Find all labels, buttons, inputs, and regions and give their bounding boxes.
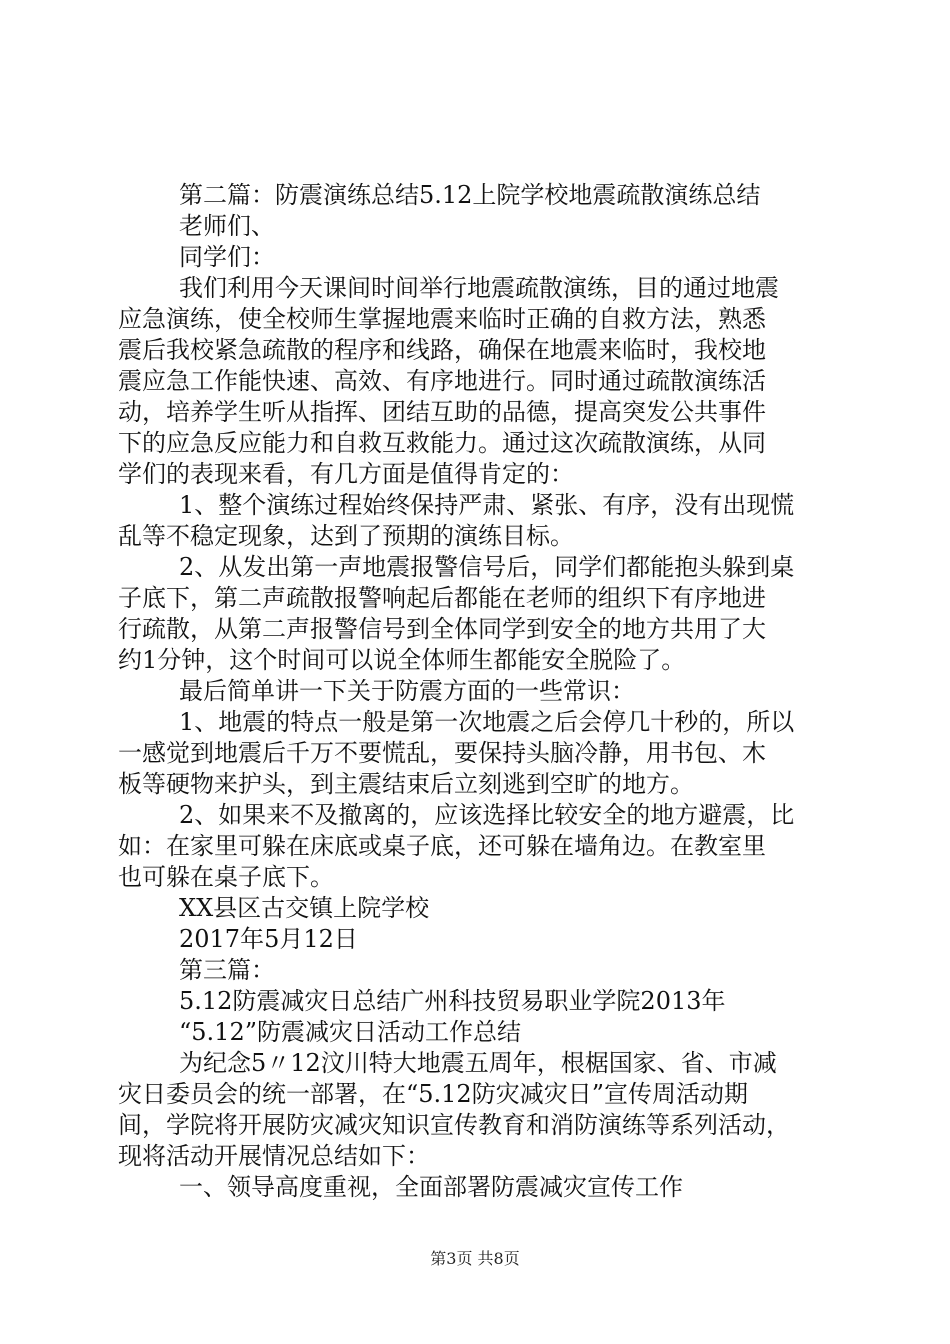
text-line: 间，学院将开展防灾减灾知识宣传教育和消防演练等系列活动，	[118, 1111, 790, 1139]
text-line: 下的应急反应能力和自救互救能力。通过这次疏散演练，从同	[118, 429, 766, 457]
text-line: 乱等不稳定现象，达到了预期的演练目标。	[118, 522, 574, 550]
section-title-2: 第二篇：防震演练总结5.12上院学校地震疏散演练总结	[179, 181, 761, 209]
text-line: 现将活动开展情况总结如下：	[118, 1142, 430, 1170]
text-line: 行疏散，从第二声报警信号到全体同学到安全的地方共用了大	[118, 615, 766, 643]
signature-school: XX县区古交镇上院学校	[179, 894, 430, 922]
text-line: 子底下，第二声疏散报警响起后都能在老师的组织下有序地进	[118, 584, 766, 612]
text-line: 震后我校紧急疏散的程序和线路，确保在地震来临时，我校地	[118, 336, 766, 364]
text-line: 1、地震的特点一般是第一次地震之后会停几十秒的，所以	[179, 708, 795, 736]
page-footer: 第3页 共8页	[430, 1249, 520, 1268]
text-line: 如：在家里可躲在床底或桌子底，还可躲在墙角边。在教室里	[118, 832, 766, 860]
text-line: 我们利用今天课间时间举行地震疏散演练，目的通过地震	[179, 274, 779, 302]
text-line: 动，培养学生听从指挥、团结互助的品德，提高突发公共事件	[118, 398, 766, 426]
text-line: 为纪念5〃12汶川特大地震五周年，根椐国家、省、市减	[179, 1049, 777, 1077]
text-line: 灾日委员会的统一部署，在“5.12防灾减灾日”宣传周活动期	[118, 1080, 748, 1108]
text-line: 5.12防震减灾日总结广州科技贸易职业学院2013年	[179, 987, 726, 1015]
text-line: 1、整个演练过程始终保持严肃、紧张、有序，没有出现慌	[179, 491, 795, 519]
signature-date: 2017年5月12日	[179, 925, 358, 953]
salutation-teachers: 老师们、	[179, 212, 275, 240]
salutation-students: 同学们：	[179, 243, 275, 271]
text-line: 2、如果来不及撤离的，应该选择比较安全的地方避震，比	[179, 801, 795, 829]
text-line: 震应急工作能快速、高效、有序地进行。同时通过疏散演练活	[118, 367, 766, 395]
text-line: 一、领导高度重视，全面部署防震减灾宣传工作	[179, 1173, 683, 1201]
text-line: 板等硬物来护头，到主震结束后立刻逃到空旷的地方。	[118, 770, 694, 798]
text-line: 学们的表现来看，有几方面是值得肯定的：	[118, 460, 574, 488]
text-line: 约1分钟，这个时间可以说全体师生都能安全脱险了。	[118, 646, 686, 674]
text-line: 2、从发出第一声地震报警信号后，同学们都能抱头躲到桌	[179, 553, 795, 581]
text-line: 一感觉到地震后千万不要慌乱，要保持头脑冷静，用书包、木	[118, 739, 766, 767]
section-title-3: 第三篇：	[179, 956, 275, 984]
text-line: 也可躲在桌子底下。	[118, 863, 334, 891]
text-line: “5.12”防震减灾日活动工作总结	[179, 1018, 521, 1046]
text-line: 最后简单讲一下关于防震方面的一些常识：	[179, 677, 635, 705]
text-line: 应急演练，使全校师生掌握地震来临时正确的自救方法，熟悉	[118, 305, 766, 333]
